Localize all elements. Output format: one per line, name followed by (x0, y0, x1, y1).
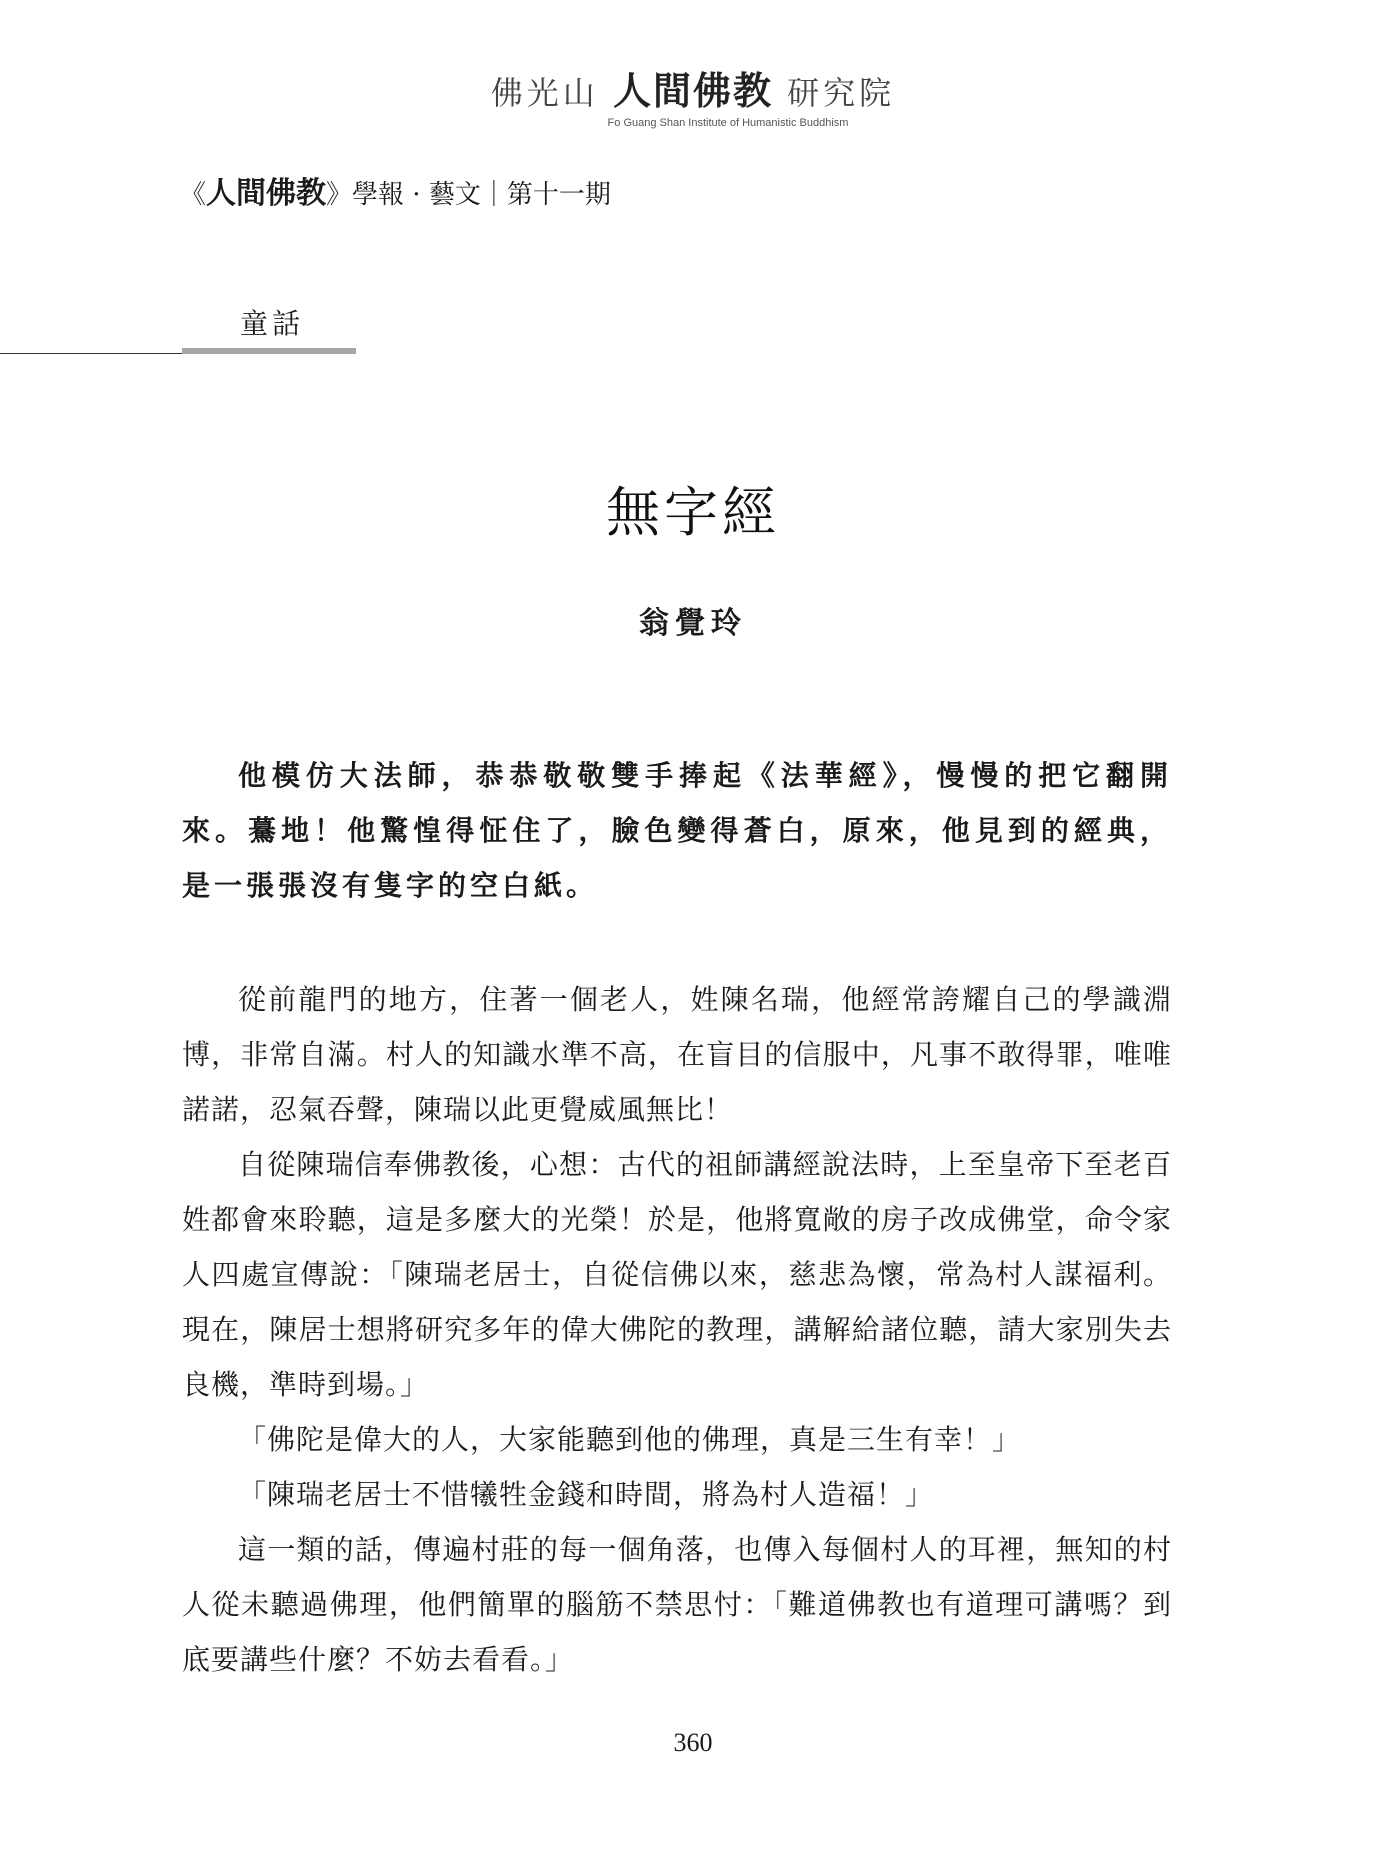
intro-paragraph: 他模仿大法師，恭恭敬敬雙手捧起《法華經》，慢慢的把它翻開來。驀地！他驚惶得怔住了，臉色變得蒼白，原來，他見到的經典，是一張張沒有隻字的空白紙。 (182, 759, 1172, 902)
body-paragraph: 「陳瑞老居士不惜犧牲金錢和時間，將為村人造福！」 (238, 1478, 935, 1511)
body-paragraph: 從前龍門的地方，住著一個老人，姓陳名瑞，他經常誇耀自己的學識淵博，非常自滿。村人的知識水準不高，在盲目的信服中，凡事不敢得罪，唯唯諾諾，忍氣吞聲，陳瑞以此更覺威風無比！ (182, 983, 1172, 1126)
institute-english-name: Fo Guang Shan Institute of Humanistic Buddhism (607, 117, 849, 129)
journal-running-head (180, 168, 611, 212)
journal-issue-info: 學報 · 藝文｜第十一期 (352, 180, 611, 210)
section-rule-accent (182, 348, 356, 354)
institute-name (0, 60, 1386, 115)
section-label: 童話 (240, 307, 305, 340)
article-title: 無字經 (606, 481, 780, 544)
journal-bracket-close: 》 (326, 180, 353, 210)
institute-header (0, 60, 1386, 129)
page-number: 360 (673, 1728, 713, 1757)
body-paragraph: 自從陳瑞信奉佛教後，心想：古代的祖師講經說法時，上至皇帝下至老百姓都會來聆聽，這是多麼大的光榮！於是，他將寬敞的房子改成佛堂，命令家人四處宣傳說：「陳瑞老居士，自從信佛以來，慈悲為懷，常為村人謀福利。現在，陳居士想將研究多年的偉大佛陀的教理，講解給諸位聽，請大家別失去良機，準時到場。」 (182, 1148, 1172, 1401)
article-body (182, 972, 1172, 1687)
institute-suffix: 研究院 (787, 74, 896, 112)
article-author: 翁覺玲 (639, 606, 747, 641)
journal-brand-logo: 人間佛教 (206, 176, 327, 211)
institute-brand-logo: 人間佛教 (612, 69, 773, 113)
journal-bracket-open: 《 (180, 180, 207, 210)
institute-prefix: 佛光山 (490, 74, 599, 112)
body-paragraph: 「佛陀是偉大的人，大家能聽到他的佛理，真是三生有幸！」 (238, 1423, 1022, 1456)
body-paragraph: 這一類的話，傳遍村莊的每一個角落，也傳入每個村人的耳裡，無知的村人從未聽過佛理，他們簡單的腦筋不禁思忖：「難道佛教也有道理可講嗎？到底要講些什麼？不妨去看看。」 (182, 1533, 1172, 1676)
